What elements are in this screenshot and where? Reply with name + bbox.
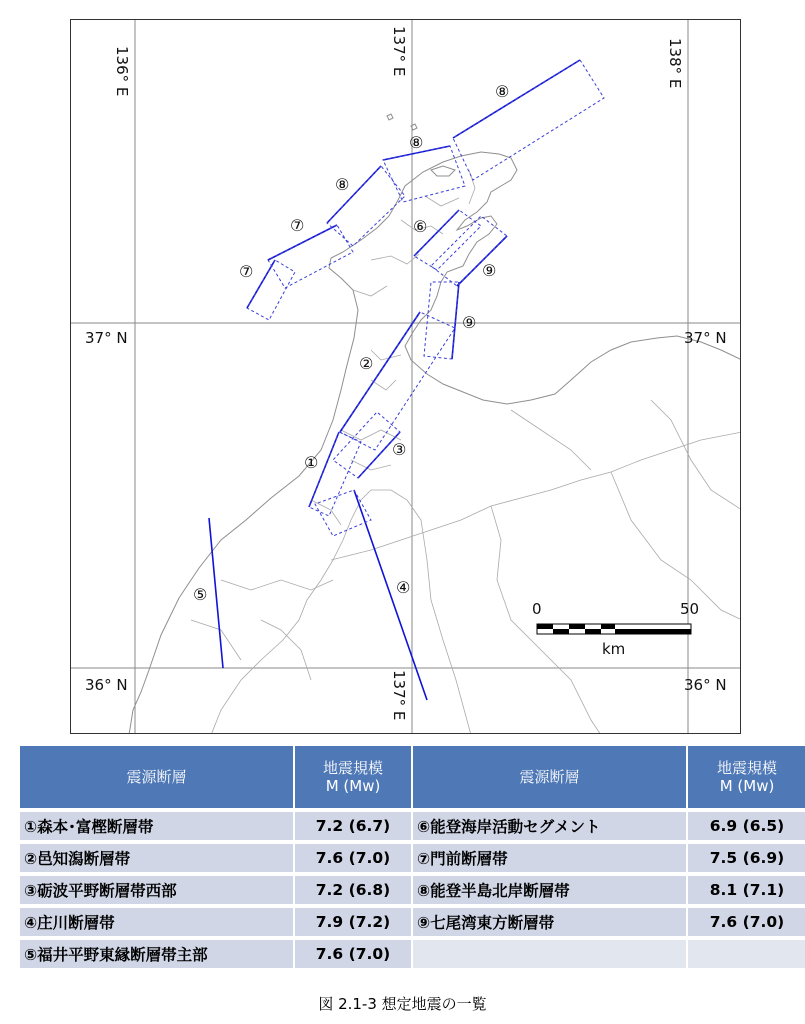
- magnitude-cell: 6.9 (6.5): [688, 812, 805, 840]
- fault-box-8-east: [453, 60, 604, 180]
- fault-label-9: ⑨: [462, 313, 477, 332]
- island-coast: [431, 166, 455, 176]
- scale-seg: [569, 624, 585, 629]
- lon-label-137-top: 137° E: [390, 26, 408, 77]
- magnitude-cell: 7.9 (7.2): [295, 908, 413, 936]
- header-magnitude-line1: 地震規模: [716, 759, 777, 777]
- lon-label-137-bottom: 137° E: [390, 670, 408, 721]
- header-magnitude-left: [295, 746, 413, 808]
- prefecture-boundary: [211, 490, 471, 734]
- fault-label-4: ④: [396, 578, 411, 597]
- prefecture-boundary: [491, 506, 601, 734]
- scale-unit-label: km: [602, 640, 626, 658]
- header-magnitude-right: [688, 746, 805, 808]
- scale-seg: [615, 629, 691, 634]
- lon-label-136: 136° E: [113, 46, 131, 97]
- scale-start-label: 0: [532, 600, 542, 618]
- lat-label-37-right: 37° N: [684, 329, 727, 347]
- header-fault-right: 震源断層: [413, 746, 688, 808]
- table-row: [20, 876, 805, 904]
- table-header-row: [20, 746, 805, 808]
- map-canvas: [71, 20, 741, 734]
- prefecture-boundary: [611, 472, 741, 620]
- fault-name-cell: ⑧能登半島北岸断層帯: [413, 876, 688, 904]
- header-magnitude-line2: M (Mw): [325, 777, 381, 795]
- table-row: [20, 844, 805, 872]
- fault-model-boxes: [247, 60, 604, 536]
- header-magnitude-line1: 地震規模: [322, 759, 383, 777]
- fault-label-6: ⑥: [413, 217, 428, 236]
- magnitude-cell: 8.1 (7.1): [688, 876, 805, 904]
- fault-traces: [209, 60, 580, 700]
- fault-box-8-mid: [383, 146, 465, 202]
- fault-name-cell: ①森本･富樫断層帯: [20, 812, 295, 840]
- fault-map: [70, 19, 741, 734]
- fault-box-7-south: [247, 260, 295, 320]
- fault-label-8: ⑧: [409, 133, 424, 152]
- fault-label-1: ①: [304, 453, 319, 472]
- fault-name-cell: ④庄川断層帯: [20, 908, 295, 936]
- table-row: [20, 940, 805, 968]
- lat-label-36-left: 36° N: [85, 676, 128, 694]
- magnitude-cell: 7.6 (7.0): [295, 844, 413, 872]
- lat-label-37-left: 37° N: [85, 329, 128, 347]
- scale-seg: [537, 624, 553, 629]
- prefecture-boundary: [511, 400, 741, 510]
- scale-bar: [532, 600, 699, 658]
- fault-name-cell: ⑦門前断層帯: [413, 844, 688, 872]
- fault-label-2: ②: [359, 354, 374, 373]
- header-magnitude-line2: M (Mw): [719, 777, 775, 795]
- scale-end-label: 50: [680, 600, 700, 618]
- fault-label-3: ③: [392, 440, 407, 459]
- fault-label-8: ⑧: [335, 175, 350, 194]
- empty-cell: [413, 940, 688, 968]
- fault-label-5: ⑤: [193, 585, 208, 604]
- fault-label-9: ⑨: [482, 261, 497, 280]
- island-coast: [387, 114, 393, 120]
- magnitude-cell: 7.6 (7.0): [688, 908, 805, 936]
- fault-label-7: ⑦: [239, 262, 254, 281]
- table-row: [20, 812, 805, 840]
- table-row: [20, 908, 805, 936]
- fault-name-cell: ⑥能登海岸活動セグメント: [413, 812, 688, 840]
- empty-cell: [688, 940, 805, 968]
- magnitude-cell: 7.5 (6.9): [688, 844, 805, 872]
- fault-labels: [193, 82, 509, 604]
- scale-seg: [553, 629, 569, 634]
- lon-label-138: 138° E: [666, 38, 684, 89]
- header-fault-left: 震源断層: [20, 746, 295, 808]
- fault-label-7: ⑦: [290, 216, 305, 235]
- magnitude-cell: 7.6 (7.0): [295, 940, 413, 968]
- fault-name-cell: ⑤福井平野東縁断層帯主部: [20, 940, 295, 968]
- fault-name-cell: ③砺波平野断層帯西部: [20, 876, 295, 904]
- magnitude-cell: 7.2 (6.7): [295, 812, 413, 840]
- figure-caption: 図 2.1-3 想定地震の一覧: [318, 995, 487, 1013]
- magnitude-cell: 7.2 (6.8): [295, 876, 413, 904]
- scale-seg: [585, 629, 601, 634]
- fault-magnitude-table: [20, 742, 805, 972]
- lat-label-36-right: 36° N: [684, 676, 727, 694]
- fault-label-8: ⑧: [495, 82, 510, 101]
- fault-name-cell: ⑨七尾湾東方断層帯: [413, 908, 688, 936]
- fault-name-cell: ②邑知潟断層帯: [20, 844, 295, 872]
- scale-seg: [601, 624, 615, 629]
